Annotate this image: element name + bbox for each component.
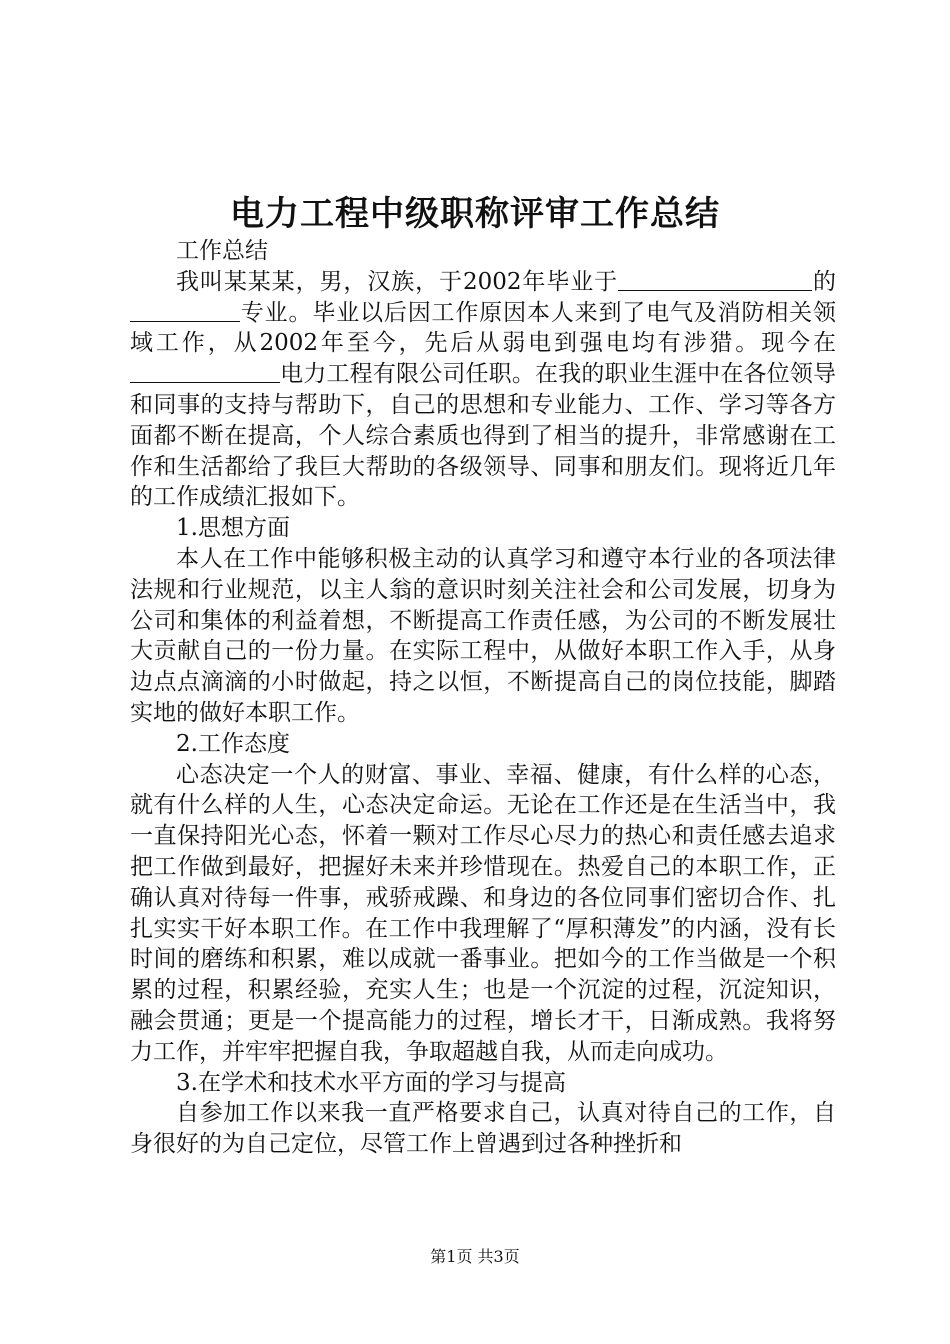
intro-text-3: 专业。毕业以后因工作原因本人来到了电气及消防相关领域工作，从2002年至今，先后从弱电到强电均有涉猎。现今在 bbox=[130, 299, 836, 357]
page-footer: 第1页 共3页 bbox=[430, 1247, 520, 1266]
blank-line-major bbox=[130, 299, 240, 322]
paragraph-academic: 自参加工作以来我一直严格要求自己，认真对待自己的工作，自身很好的为自己定位，尽管工作上曾遇到过各种挫折和 bbox=[130, 1100, 836, 1158]
blank-line-school bbox=[618, 268, 776, 291]
blank-line-school-cont bbox=[776, 268, 812, 291]
paragraph-thought: 本人在工作中能够积极主动的认真学习和遵守本行业的各项法律法规和行业规范，以主人翁的意识时刻关注社会和公司发展，切身为公司和集体的利益着想，不断提高工作责任感，为公司的不断发展壮大贡献自己的一份力量。在实际工程中，从做好本职工作入手，从身边点点滴滴的小时做起，持之以恒，不断提高自己的岗位技能，脚踏实地的做好本职工作。 bbox=[130, 545, 836, 726]
intro-text-4: 电力工程有限公司任职。在我的职业生涯中在各位领导和同事的支持与帮助下，自己的思想和专业能力、工作、学习等各方面都不断在提高，个人综合素质也得到了相当的提升，非常感谢在工作和生活都给了我巨大帮助的各级领导、同事和朋友们。现将近几年的工作成绩汇报如下。 bbox=[130, 361, 836, 511]
section-heading-thought: 1.思想方面 bbox=[176, 515, 290, 542]
blank-line-company bbox=[130, 360, 280, 383]
intro-text-1: 我叫某某某，男，汉族，于2002年毕业于 bbox=[176, 268, 619, 295]
intro-text-2: 的 bbox=[812, 268, 836, 295]
paragraph-intro bbox=[130, 267, 836, 513]
paragraph-attitude: 心态决定一个人的财富、事业、幸福、健康，有什么样的心态，就有什么样的人生，心态决定命运。无论在工作还是在生活当中，我一直保持阳光心态，怀着一颗对工作尽心尽力的热心和责任感去追求把工作做到最好，把握好未来并珍惜现在。热爱自己的本职工作，正确认真对待每一件事，戒骄戒躁、和身边的各位同事们密切合作、扎扎实实干好本职工作。在工作中我理解了“厚积薄发”的内涵，没有长时间的磨练和积累，难以成就一番事业。把如今的工作当做是一个积累的过程，积累经验，充实人生；也是一个沉淀的过程，沉淀知识，融会贯通；更是一个提高能力的过程，增长才干，日渐成熟。我将努力工作，并牢牢把握自我，争取超越自我，从而走向成功。 bbox=[130, 761, 836, 1065]
section-heading-academic: 3.在学术和技术水平方面的学习与提高 bbox=[176, 1069, 566, 1096]
document-body bbox=[130, 236, 836, 1160]
paragraph-heading-summary: 工作总结 bbox=[176, 238, 268, 264]
document-title: 电力工程中级职称评审工作总结 bbox=[230, 194, 720, 234]
section-heading-attitude: 2.工作态度 bbox=[176, 730, 290, 757]
